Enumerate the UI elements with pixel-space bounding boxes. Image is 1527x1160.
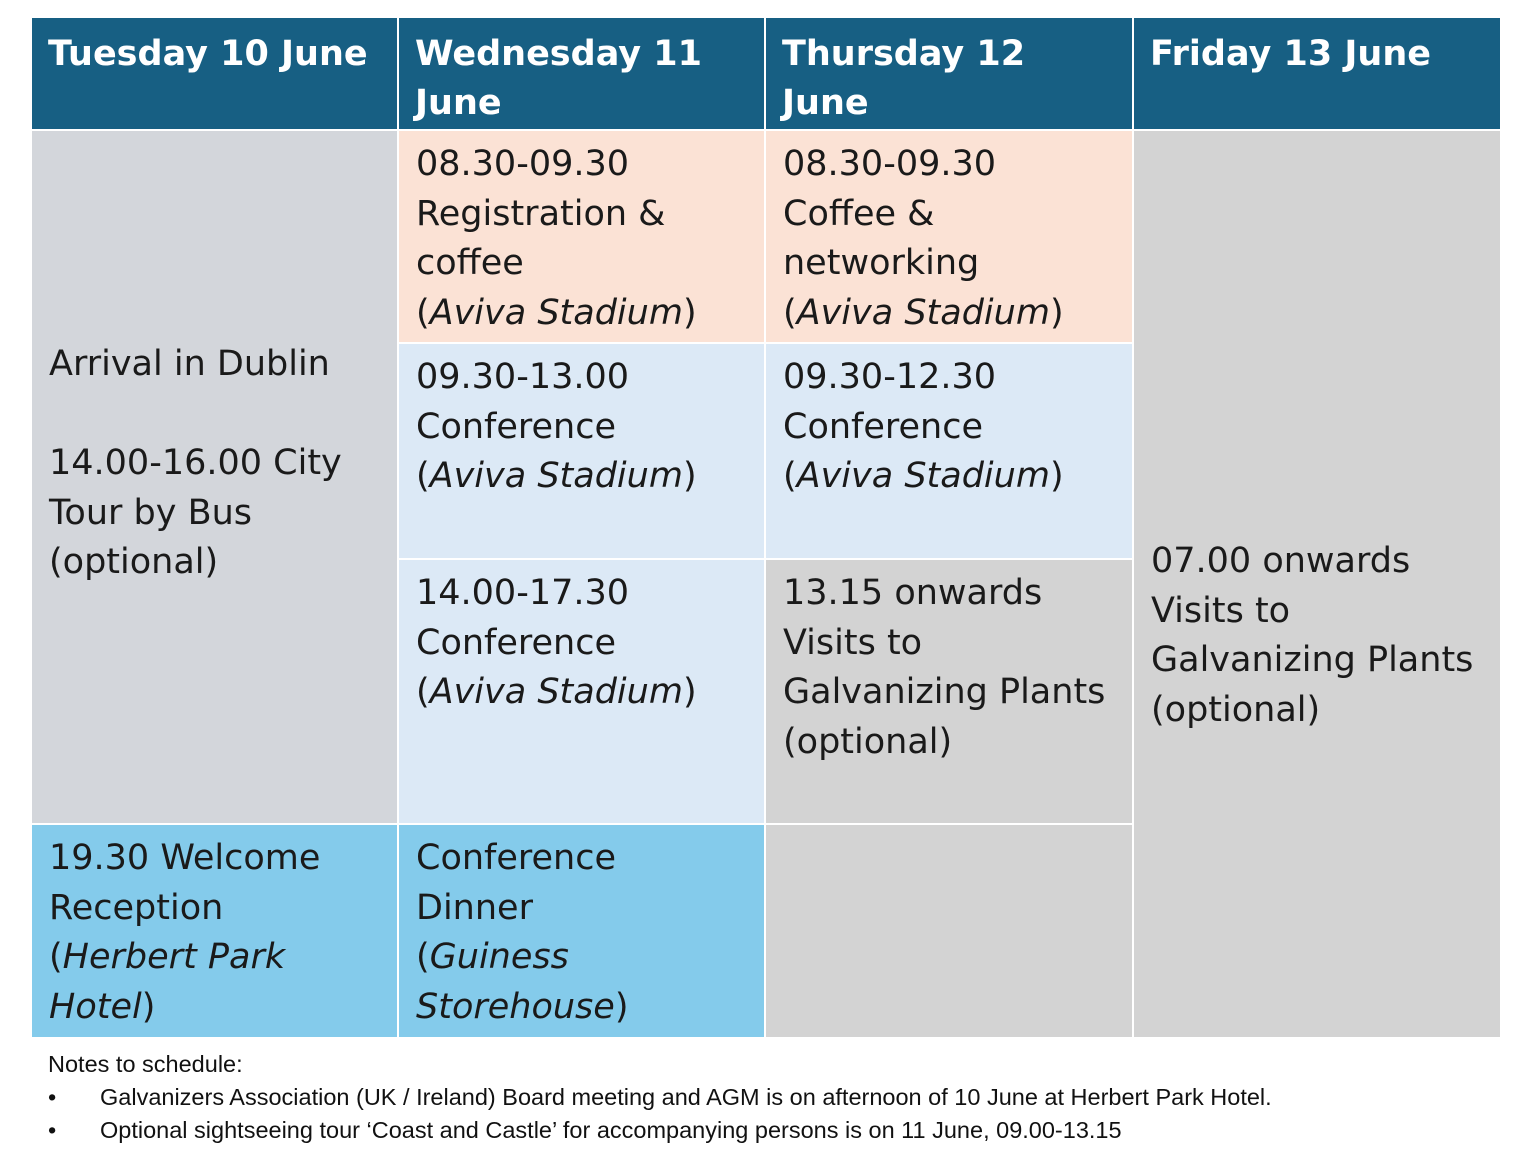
tuesday-arrival-cell (32, 131, 397, 823)
thursday-coffee-venue-line: (Aviva Stadium) (783, 292, 1064, 333)
wednesday-morning-venue-line: (Aviva Stadium) (416, 456, 697, 496)
friday-visits-line1: Visits to (1151, 590, 1291, 631)
wednesday-registration-venue-line: (Aviva Stadium) (416, 292, 697, 333)
spacer (49, 390, 381, 440)
thursday-morning-label: Conference (783, 406, 984, 447)
wednesday-morning-cell (399, 344, 764, 558)
thursday-evening-empty-cell (766, 825, 1132, 1037)
thursday-coffee-line1: Coffee & (783, 193, 935, 234)
friday-visits-cell (1134, 131, 1500, 1037)
wednesday-afternoon-cell (399, 560, 764, 823)
wednesday-morning-time: 09.30-13.00 (416, 357, 630, 397)
schedule-notes (48, 1048, 1272, 1147)
wednesday-afternoon-venue: Aviva Stadium (429, 672, 683, 712)
tuesday-evening-venue-line-b: Hotel) (49, 986, 156, 1027)
wednesday-evening-venue-b: Storehouse (416, 986, 615, 1027)
tuesday-tour-optional: (optional) (49, 542, 219, 582)
thursday-afternoon-optional: (optional) (783, 721, 953, 762)
thursday-afternoon-line2: Galvanizing Plants (783, 672, 1106, 712)
thursday-coffee-cell (766, 131, 1132, 342)
notes-item: • Optional sightseeing tour ‘Coast and Castle’ for accompanying persons is on 11 June, 09.00-13.15 (48, 1114, 1272, 1147)
header-tuesday: Tuesday 10 June (32, 18, 397, 129)
wednesday-registration-venue: Aviva Stadium (429, 292, 683, 333)
tuesday-tour-label: Tour by Bus (49, 492, 253, 533)
tuesday-evening-line1: 19.30 Welcome (49, 838, 321, 878)
tuesday-evening-venue-line-a: (Herbert Park (49, 937, 286, 977)
wednesday-morning-venue: Aviva Stadium (429, 456, 683, 496)
schedule-table (32, 18, 1497, 1040)
wednesday-morning-label: Conference (416, 406, 617, 447)
notes-item: • Galvanizers Association (UK / Ireland) Board meeting and AGM is on afternoon of 10 June at Herbert Park Hotel. (48, 1081, 1272, 1114)
wednesday-evening-venue-a: Guiness (429, 937, 569, 977)
friday-visits-time: 07.00 onwards (1151, 541, 1411, 581)
thursday-morning-time: 09.30-12.30 (783, 357, 997, 397)
wednesday-afternoon-venue-line: (Aviva Stadium) (416, 672, 697, 712)
thursday-afternoon-time: 13.15 onwards (783, 573, 1043, 613)
wednesday-registration-line1: Registration & (416, 193, 666, 234)
thursday-coffee-line2: networking (783, 243, 980, 283)
header-thursday: Thursday 12 June (766, 18, 1132, 129)
wednesday-evening-venue-line-a: (Guiness (416, 937, 569, 977)
friday-visits-optional: (optional) (1151, 689, 1321, 730)
wednesday-evening-venue-line-b: Storehouse) (416, 986, 629, 1027)
thursday-coffee-time: 08.30-09.30 (783, 144, 997, 184)
tuesday-tour-time: 14.00-16.00 City (49, 443, 342, 483)
notes-list (48, 1081, 1272, 1147)
thursday-morning-cell (766, 344, 1132, 558)
thursday-morning-venue: Aviva Stadium (796, 456, 1050, 496)
tuesday-evening-venue-a: Herbert Park (62, 937, 286, 977)
tuesday-evening-venue-b: Hotel (49, 986, 142, 1027)
tuesday-arrival-text: Arrival in Dublin (49, 344, 330, 384)
tuesday-evening-line2: Reception (49, 887, 224, 928)
wednesday-registration-cell (399, 131, 764, 342)
wednesday-evening-line1: Conference (416, 838, 617, 878)
thursday-afternoon-line1: Visits to (783, 622, 923, 663)
wednesday-afternoon-label: Conference (416, 622, 617, 663)
header-friday: Friday 13 June (1134, 18, 1500, 129)
wednesday-evening-line2: Dinner (416, 887, 533, 928)
tuesday-evening-cell (32, 825, 397, 1037)
thursday-morning-venue-line: (Aviva Stadium) (783, 456, 1064, 496)
notes-title: Notes to schedule: (48, 1051, 243, 1077)
wednesday-registration-time: 08.30-09.30 (416, 144, 630, 184)
header-wednesday: Wednesday 11 June (399, 18, 764, 129)
friday-visits-line2: Galvanizing Plants (1151, 640, 1474, 680)
thursday-afternoon-cell (766, 560, 1132, 823)
wednesday-afternoon-time: 14.00-17.30 (416, 573, 630, 613)
wednesday-registration-line2: coffee (416, 243, 524, 283)
thursday-coffee-venue: Aviva Stadium (796, 292, 1050, 333)
wednesday-evening-cell (399, 825, 764, 1037)
